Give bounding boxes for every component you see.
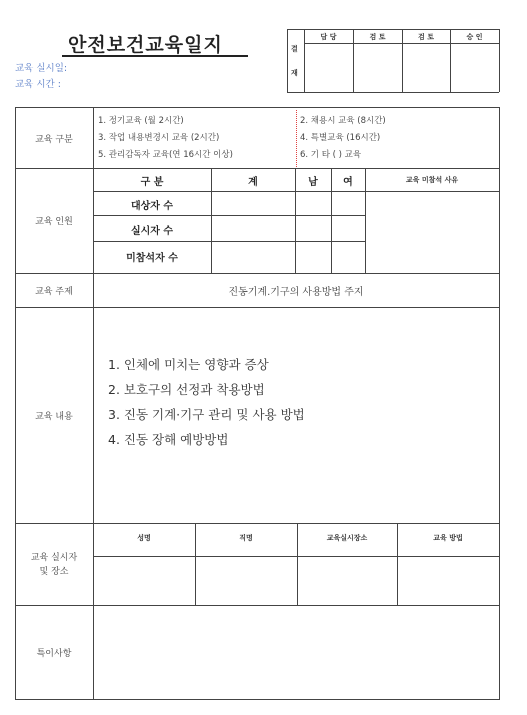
approval-side-label-2: 재 xyxy=(291,69,298,77)
topic-value: 진동기계.기구의 사용방법 주지 xyxy=(228,287,364,298)
place-label-1: 교육 실시자 xyxy=(30,553,78,563)
content-item: 2. 보호구의 선정과 착용방법 xyxy=(108,382,265,397)
notes-label: 특이사항 xyxy=(36,649,72,659)
content-item: 3. 진동 기계·기구 관리 및 사용 방법 xyxy=(108,407,305,422)
approval-header-2: 검 토 xyxy=(369,33,386,41)
place-header-name: 성명 xyxy=(137,534,151,542)
personnel-row-target: 대상자 수 xyxy=(130,201,174,212)
personnel-header-total: 계 xyxy=(248,177,258,188)
category-item: 3. 작업 내용변경시 교육 (2시간) xyxy=(98,133,220,143)
category-item: 4. 특별교육 (16시간) xyxy=(300,133,381,143)
approval-header-4: 승 인 xyxy=(466,33,483,41)
title-underline xyxy=(62,55,248,57)
approval-side-label-1: 결 xyxy=(291,45,298,53)
approval-header-3: 검 토 xyxy=(418,33,434,41)
personnel-row-absent: 미참석자 수 xyxy=(126,253,178,264)
content-label: 교육 내용 xyxy=(35,412,73,422)
category-label: 교육 구분 xyxy=(35,135,73,145)
personnel-header-female: 여 xyxy=(343,177,353,188)
personnel-header-division: 구 분 xyxy=(140,177,164,188)
topic-label: 교육 주제 xyxy=(35,287,73,297)
place-header-position: 직명 xyxy=(239,534,253,542)
personnel-header-male: 남 xyxy=(308,177,318,188)
category-item: 6. 기 타 ( ) 교육 xyxy=(300,150,362,160)
personnel-label: 교육 인원 xyxy=(35,217,73,227)
page-title: 안전보건교육일지 xyxy=(68,34,223,56)
education-time-label: 교육 시간 : xyxy=(15,79,61,90)
education-date-label: 교육 실시일: xyxy=(15,63,68,74)
category-item: 1. 정기교육 (월 2시간) xyxy=(98,116,184,126)
place-header-method: 교육 방법 xyxy=(433,534,463,542)
place-label-2: 및 장소 xyxy=(39,567,69,577)
place-header-location: 교육실시장소 xyxy=(326,534,368,542)
personnel-row-attended: 실시자 수 xyxy=(130,226,174,237)
personnel-header-reason: 교육 미참석 사유 xyxy=(405,176,459,184)
category-item: 5. 관리감독자 교육(연 16시간 이상) xyxy=(98,150,233,160)
content-item: 4. 진동 장해 예방방법 xyxy=(108,432,229,447)
approval-header-1: 담 당 xyxy=(320,33,337,41)
content-item: 1. 인체에 미치는 영향과 증상 xyxy=(108,357,269,372)
category-item: 2. 채용시 교육 (8시간) xyxy=(300,116,386,126)
